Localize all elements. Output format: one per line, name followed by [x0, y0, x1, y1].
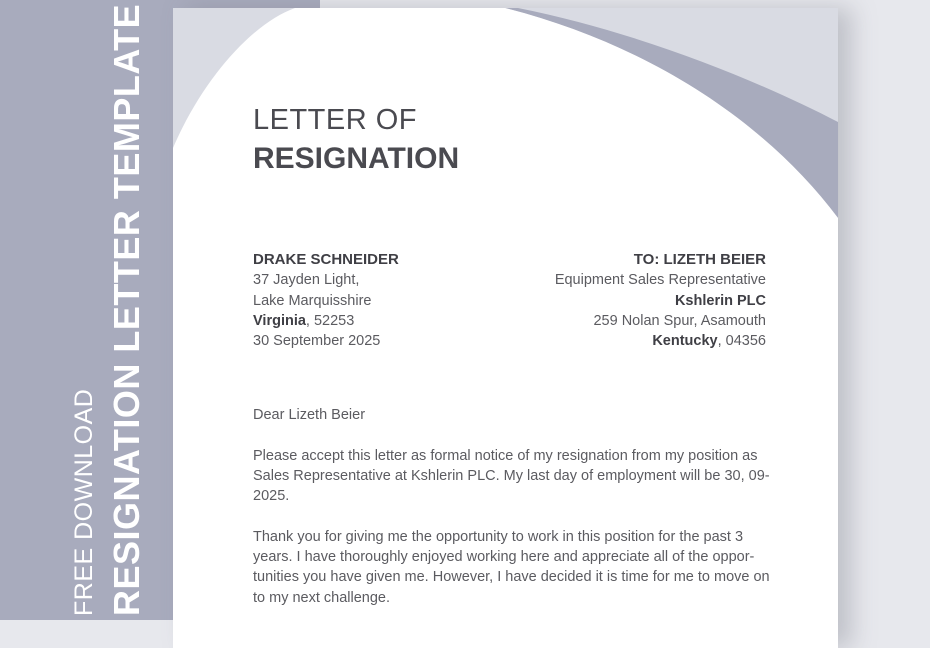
free-download-label: FREE DOWNLOAD — [70, 388, 98, 616]
sender-city: Lake Marquisshire — [253, 292, 372, 309]
recipient-company: Kshlerin PLC — [674, 292, 766, 309]
paragraph: Thank you for giving me the opportunity to work in this position for the past 3 years. I have thoroughly enjoyed working here and appreciate all of the oppor-tunities you have given me. However, I have decided it is time for me to move on to my next challenge. — [253, 529, 770, 606]
sender-block — [253, 250, 399, 351]
title-line-2: RESIGNATION — [253, 142, 460, 175]
top-band — [0, 0, 320, 8]
recipient-block — [555, 250, 766, 351]
sender-state-zip — [253, 311, 399, 331]
recipient-state-zip — [555, 331, 766, 351]
paragraph: Please accept this letter as formal notice of my resignation from my position as Sales Representative at Kshlerin PLC. My last day of employment will be 30, 09-2025. — [253, 448, 770, 505]
recipient-street: 259 Nolan Spur, Asamouth — [593, 312, 766, 329]
recipient-state: Kentucky — [652, 333, 718, 350]
sender-state: Virginia — [253, 312, 306, 329]
recipient-zip: , 04356 — [717, 333, 766, 350]
template-title: RESIGNATION LETTER TEMPLATE — [106, 3, 147, 616]
sender-name: DRAKE SCHNEIDER — [253, 251, 399, 268]
title-line-1: LETTER OF — [253, 104, 418, 136]
sender-street: 37 Jayden Light, — [253, 272, 360, 289]
sender-zip: , 52253 — [305, 312, 355, 329]
greeting: Dear Lizeth Beier — [253, 407, 366, 423]
recipient-name: TO: LIZETH BEIER — [633, 251, 766, 268]
letter-date: 30 September 2025 — [253, 333, 381, 350]
letter-page — [173, 8, 838, 648]
recipient-title: Equipment Sales Representative — [554, 272, 766, 289]
